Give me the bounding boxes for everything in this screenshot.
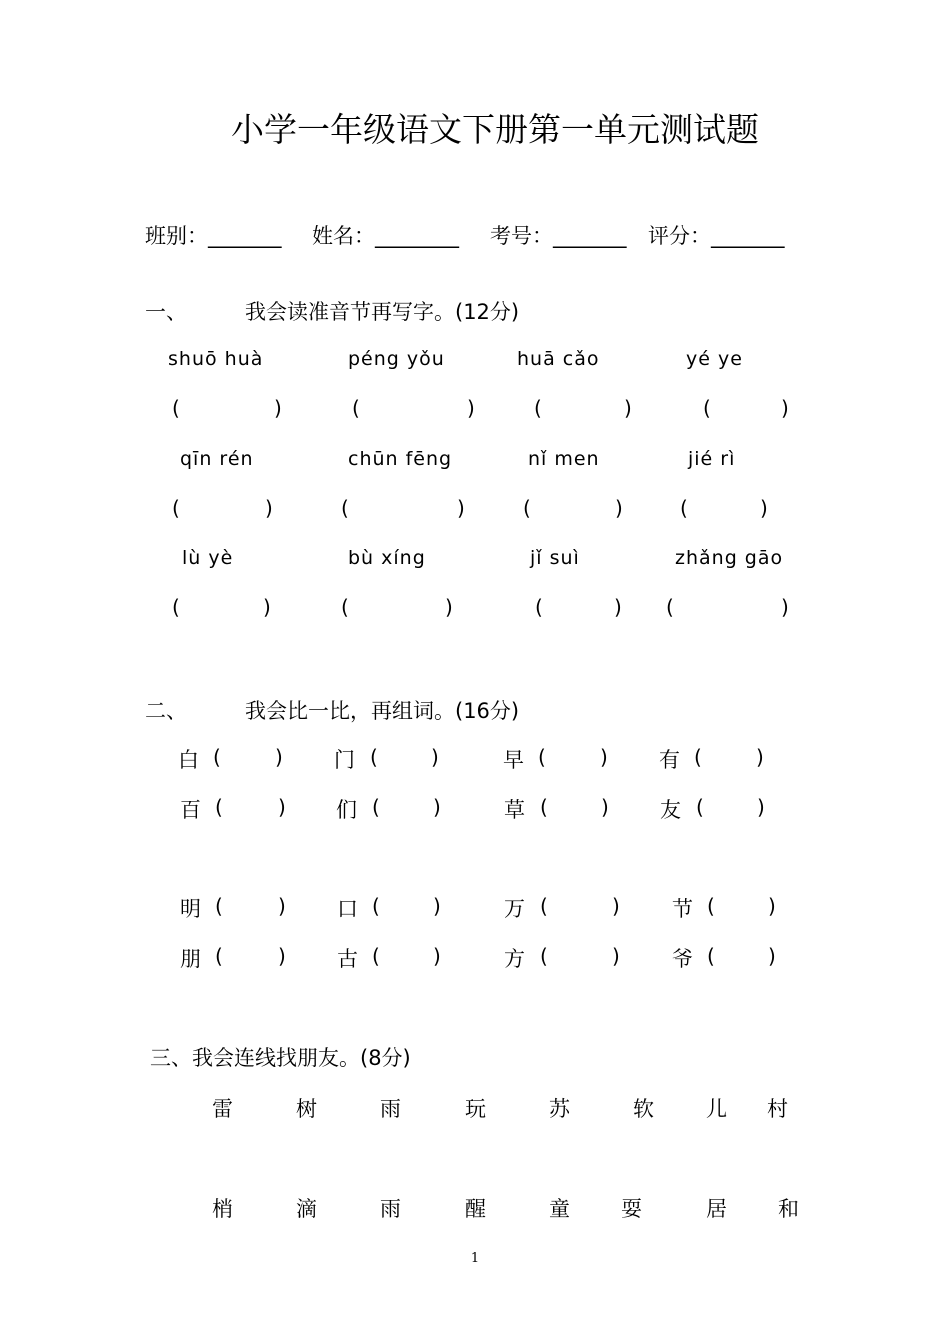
compare-char: 友 [660,798,681,822]
paren-close: ) [757,795,765,819]
paren-open: ( [540,795,548,819]
paren-close: ) [278,894,286,918]
paren-close: ) [457,496,465,520]
match-char: 雨 [380,1197,401,1221]
pinyin-item: qīn rén [180,448,254,470]
section2-number: 二、 [145,699,187,723]
match-char: 童 [549,1197,570,1221]
compare-char: 万 [504,897,525,921]
pinyin-item: nǐ men [528,448,600,470]
compare-char: 们 [336,798,357,822]
paren-close: ) [278,944,286,968]
paren-open: ( [172,396,180,420]
match-char: 和 [778,1197,799,1221]
section2-title: 我会比一比，再组词。(16分) [245,699,520,723]
match-char: 苏 [549,1097,570,1121]
paren-open: ( [535,595,543,619]
match-char: 村 [767,1097,788,1121]
compare-char: 早 [503,748,524,772]
match-char: 居 [706,1197,727,1221]
paren-open: ( [341,595,349,619]
paren-open: ( [540,944,548,968]
number-field: 考号：_______ [490,224,627,248]
paren-open: ( [341,496,349,520]
paren-close: ) [263,595,271,619]
paren-open: ( [540,894,548,918]
match-char: 树 [296,1097,317,1121]
paren-close: ) [278,795,286,819]
paren-close: ) [614,595,622,619]
score-field: 评分：_______ [648,224,785,248]
compare-char: 朋 [180,947,201,971]
match-char: 醒 [465,1197,486,1221]
match-char: 雨 [380,1097,401,1121]
match-char: 耍 [621,1197,642,1221]
paren-close: ) [433,944,441,968]
paren-close: ) [756,745,764,769]
compare-char: 百 [180,798,201,822]
paren-close: ) [467,396,475,420]
match-char: 玩 [465,1097,486,1121]
paren-open: ( [213,745,221,769]
compare-char: 节 [672,897,693,921]
match-char: 儿 [706,1097,727,1121]
page-number: 1 [470,1251,480,1266]
paren-open: ( [215,795,223,819]
pinyin-item: jǐ suì [530,547,580,569]
paren-open: ( [370,745,378,769]
compare-char: 白 [178,748,199,772]
match-char: 滴 [296,1197,317,1221]
pinyin-item: péng yǒu [348,348,445,370]
paren-close: ) [601,795,609,819]
match-char: 软 [633,1097,654,1121]
match-char: 雷 [212,1097,233,1121]
paren-close: ) [768,944,776,968]
paren-open: ( [703,396,711,420]
paren-close: ) [612,944,620,968]
paren-close: ) [274,396,282,420]
paren-open: ( [172,496,180,520]
compare-char: 草 [504,798,525,822]
compare-char: 门 [334,748,355,772]
paren-close: ) [433,894,441,918]
paren-open: ( [523,496,531,520]
pinyin-item: shuō huà [168,348,264,370]
compare-char: 口 [337,897,358,921]
paren-open: ( [538,745,546,769]
pinyin-item: chūn fēng [348,448,453,470]
paren-close: ) [431,745,439,769]
pinyin-item: zhǎng gāo [675,547,784,569]
paren-close: ) [760,496,768,520]
section1-title: 我会读准音节再写字。(12分) [245,300,520,324]
pinyin-item: lù yè [182,547,234,569]
paren-close: ) [768,894,776,918]
paren-close: ) [445,595,453,619]
paren-open: ( [707,944,715,968]
paren-open: ( [372,795,380,819]
paren-close: ) [624,396,632,420]
paren-close: ) [612,894,620,918]
paren-open: ( [372,894,380,918]
page-title: 小学一年级语文下册第一单元测试题 [231,110,759,149]
paren-close: ) [781,595,789,619]
name-field: 姓名：________ [312,224,459,248]
pinyin-item: huā cǎo [517,348,600,370]
paren-close: ) [275,745,283,769]
paren-open: ( [707,894,715,918]
paren-open: ( [666,595,674,619]
paren-close: ) [781,396,789,420]
pinyin-item: bù xíng [348,547,426,569]
section1-number: 一、 [145,300,187,324]
pinyin-item: yé ye [686,348,743,370]
pinyin-item: jié rì [688,448,736,470]
paren-open: ( [215,944,223,968]
compare-char: 爷 [672,947,693,971]
class-field: 班别：_______ [145,224,282,248]
compare-char: 方 [504,947,525,971]
paren-open: ( [696,795,704,819]
paren-close: ) [433,795,441,819]
paren-close: ) [265,496,273,520]
match-char: 梢 [212,1197,233,1221]
paren-open: ( [694,745,702,769]
paren-open: ( [352,396,360,420]
compare-char: 有 [659,748,680,772]
paren-open: ( [534,396,542,420]
paren-close: ) [615,496,623,520]
paren-open: ( [215,894,223,918]
compare-char: 古 [337,947,358,971]
paren-open: ( [172,595,180,619]
paren-close: ) [600,745,608,769]
compare-char: 明 [180,897,201,921]
section3-title: 三、我会连线找朋友。(8分) [150,1046,411,1070]
paren-open: ( [680,496,688,520]
paren-open: ( [372,944,380,968]
